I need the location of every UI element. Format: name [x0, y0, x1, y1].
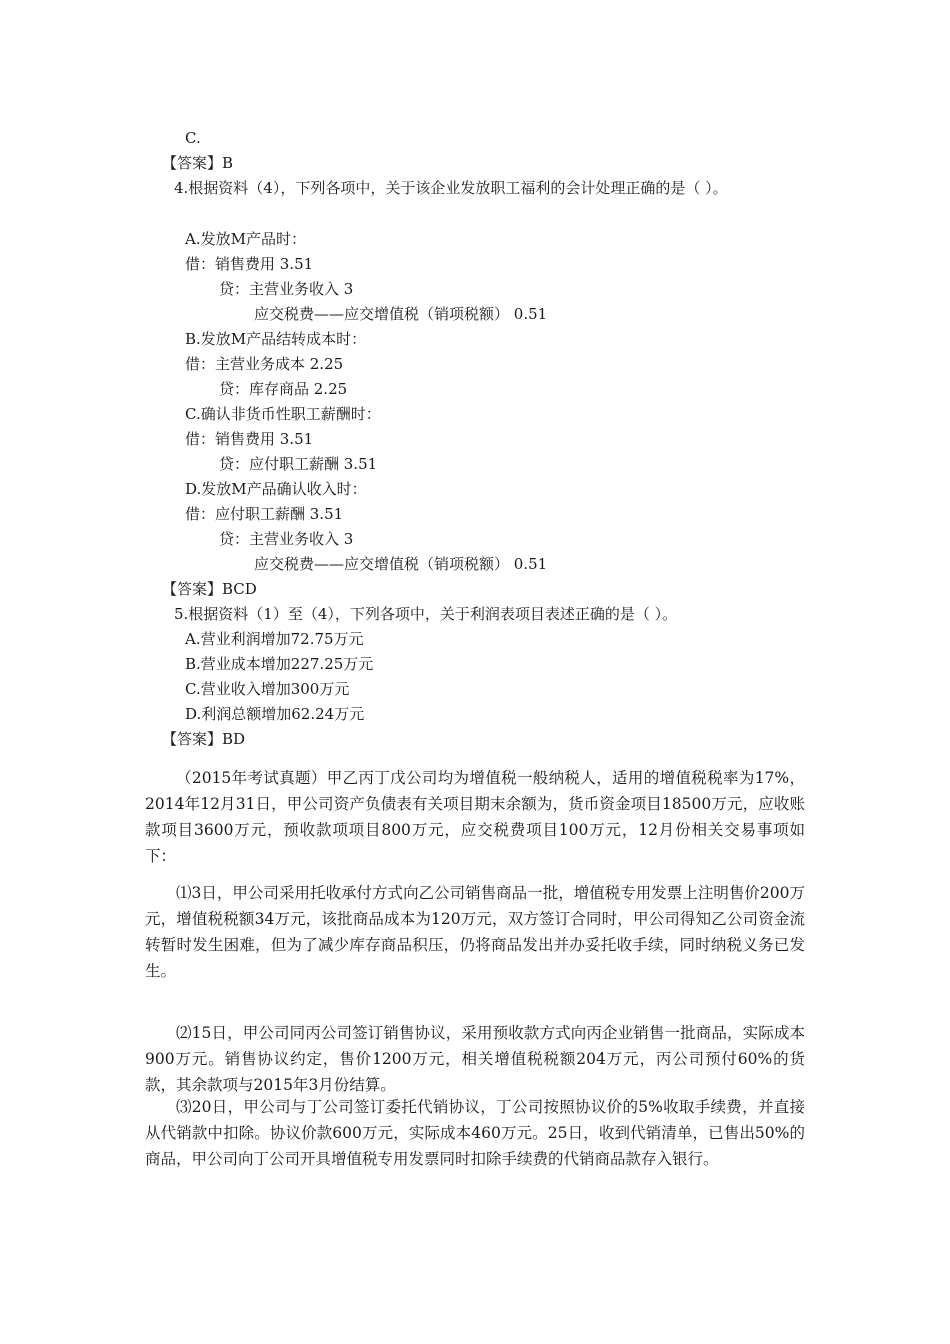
q4-answer: 【答案】BCD [162, 580, 257, 598]
q4-option-c-credit: 贷：应付职工薪酬 3.51 [219, 455, 378, 473]
q4-option-d-credit-2: 应交税费——应交增值税（销项税额） 0.51 [254, 555, 548, 573]
q3-option-c: C. [185, 129, 201, 147]
q4-option-b-title: B.发放M产品结转成本时： [185, 330, 367, 348]
q4-question: 4.根据资料（4），下列各项中，关于该企业发放职工福利的会计处理正确的是（ ）。 [174, 179, 728, 197]
q5-option-a: A.营业利润增加72.75万元 [185, 630, 364, 648]
q5-option-b: B.营业成本增加227.25万元 [185, 655, 374, 673]
q4-option-a-title: A.发放M产品时： [185, 230, 306, 248]
case-item-1-paragraph: ⑴3日，甲公司采用托收承付方式向乙公司销售商品一批，增值税专用发票上注明售价200万元，增值税税额34万元，该批商品成本为120万元，双方签订合同时，甲公司得知乙公司资金流转暂时发生困难，但为了减少库存商品积压，仍将商品发出并办妥托收手续，同时纳税义务已发生。 [145, 884, 805, 980]
q4-option-d-debit: 借：应付职工薪酬 3.51 [185, 505, 344, 523]
q4-option-d-title: D.发放M产品确认收入时： [185, 480, 367, 498]
q4-option-b-debit: 借：主营业务成本 2.25 [185, 355, 344, 373]
q5-question: 5.根据资料（1）至（4），下列各项中，关于利润表项目表述正确的是（ ）。 [174, 605, 678, 623]
q4-option-a-credit-2: 应交税费——应交增值税（销项税额） 0.51 [254, 305, 548, 323]
q5-option-c: C.营业收入增加300万元 [185, 680, 350, 698]
case-item-2-paragraph: ⑵15日，甲公司同丙公司签订销售协议，采用预收款方式向丙企业销售一批商品，实际成本900万元。销售协议约定，售价1200万元，相关增值税税额204万元，丙公司预付60%的货款，其余款项与2015年3月份结算。 [145, 1024, 805, 1094]
case-intro-paragraph: （2015年考试真题）甲乙丙丁戊公司均为增值税一般纳税人，适用的增值税税率为17%，2014年12月31日，甲公司资产负债表有关项目期末余额为，货币资金项目18500万元，应收账款项目3600万元，预收款项项目800万元，应交税费项目100万元，12月份相关交易事项如下： [145, 769, 805, 865]
q4-option-b-credit: 贷：库存商品 2.25 [219, 380, 348, 398]
q5-option-d: D.利润总额增加62.24万元 [185, 705, 365, 723]
q3-answer: 【答案】B [162, 154, 234, 172]
case-item-3-paragraph: ⑶20日，甲公司与丁公司签订委托代销协议，丁公司按照协议价的5%收取手续费，并直接从代销款中扣除。协议价款600万元，实际成本460万元。25日，收到代销清单，已售出50%的商品，甲公司向丁公司开具增值税专用发票同时扣除手续费的代销商品款存入银行。 [145, 1098, 805, 1168]
q4-option-c-debit: 借：销售费用 3.51 [185, 430, 314, 448]
q4-option-a-debit: 借：销售费用 3.51 [185, 255, 314, 273]
q4-option-a-credit-1: 贷：主营业务收入 3 [219, 280, 354, 298]
q4-option-c-title: C.确认非货币性职工薪酬时： [185, 405, 381, 423]
q5-answer: 【答案】BD [162, 730, 246, 748]
q4-option-d-credit-1: 贷：主营业务收入 3 [219, 530, 354, 548]
